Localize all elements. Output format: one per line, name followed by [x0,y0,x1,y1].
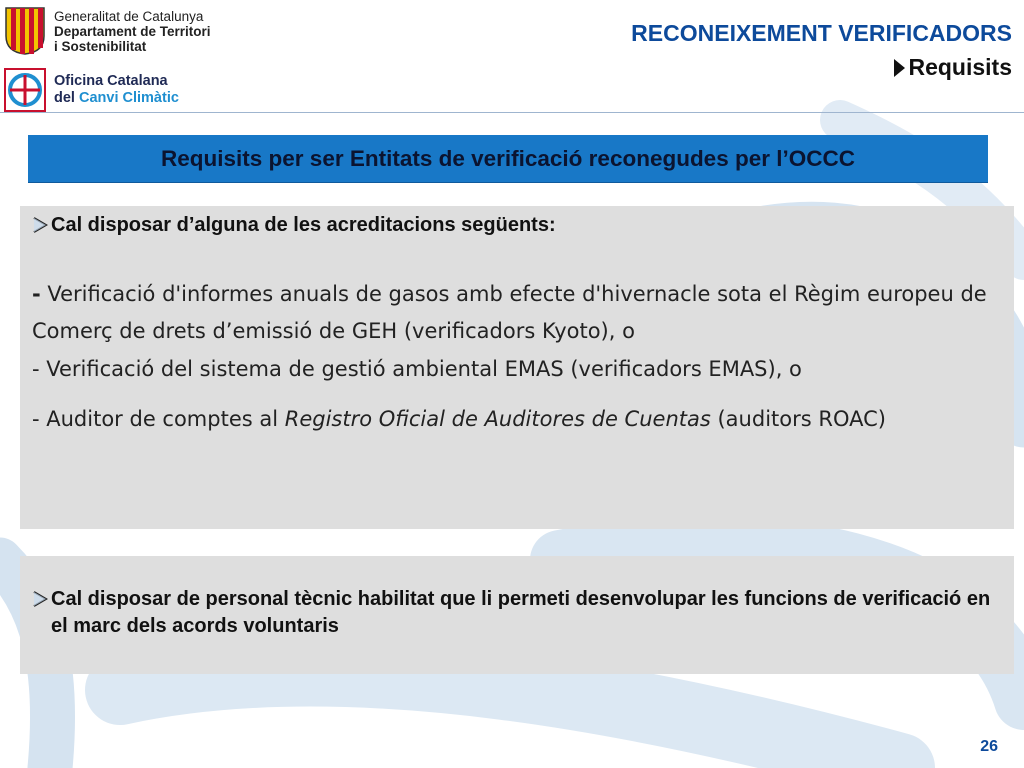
list-item-dash: - [32,282,41,306]
list-item-dash: - [32,407,40,431]
header-title: RECONEIXEMENT VERIFICADORS [631,20,1012,46]
triangle-right-icon [894,59,905,77]
list-item-text-after: (auditors ROAC) [710,407,886,431]
generalitat-line1: Generalitat de Catalunya [54,8,204,24]
panel2-heading-row [32,586,1002,640]
list-item [32,276,1002,350]
arrow-bullet-icon [32,216,50,234]
list-item [32,351,1002,388]
list-item-italic: Registro Oficial de Auditores de Cuentas [284,407,711,431]
slide-title: Requisits per ser Entitats de verificació reconegudes per l’OCCC [161,145,855,171]
panel1-heading: Cal disposar d’alguna de les acreditacions següents: [51,214,556,236]
occc-line1: Oficina Catalana [54,73,168,89]
list-item-text: Verificació d'informes anuals de gasos amb efecte d'hivernacle sota el Règim europeu de Comerç de drets d’emissió de GEH (verificadors Kyoto), o [32,282,987,343]
requirements-panel-1 [20,206,1014,529]
generalitat-logo [4,6,211,56]
generalitat-shield-icon [4,6,46,56]
panel1-heading-row [32,212,1002,239]
header-subtitle: Requisits [908,54,1012,80]
generalitat-line2: Departament de Territori [54,23,211,39]
list-item [32,401,1002,438]
occc-logo [4,68,179,112]
list-item-dash: - [32,357,40,381]
panel2-heading: Cal disposar de personal tècnic habilitat que li permeti desenvolupar les funcions de verificació en el marc dels acords voluntaris [51,588,991,637]
occc-line2-highlight: Canvi Climàtic [78,90,179,106]
arrow-bullet-icon [32,590,50,608]
page-number: 26 [980,738,998,755]
header-subtitle-row [894,54,1012,81]
slide-title-band [28,135,988,183]
logo-block [4,4,244,116]
accreditation-list [32,276,1002,438]
list-item-text: Verificació del sistema de gestió ambiental EMAS (verificadors EMAS), o [39,357,802,381]
requirements-panel-2 [20,556,1014,674]
occc-line2-prefix: del [54,90,79,106]
generalitat-line3: i Sostenibilitat [54,38,147,54]
occc-globe-icon [4,68,46,112]
list-item-text: Auditor de comptes al [39,407,285,431]
